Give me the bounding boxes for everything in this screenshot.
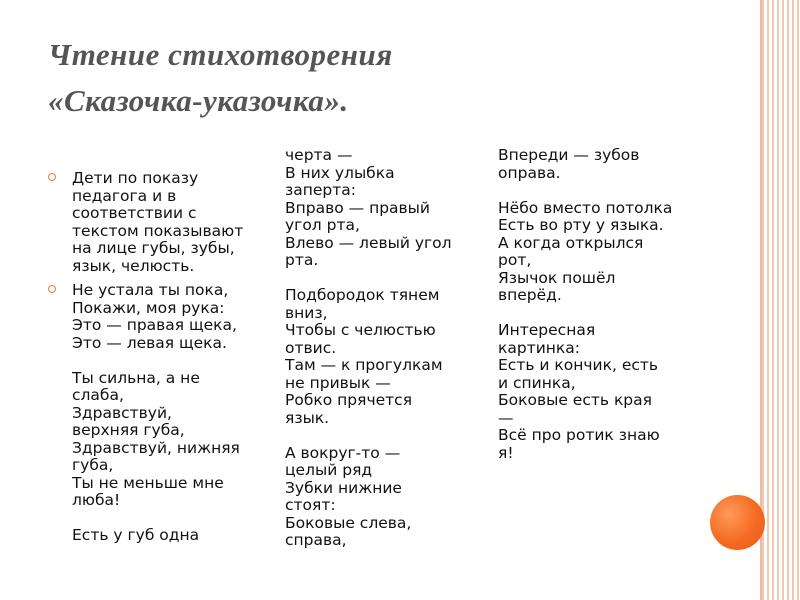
text-column-3	[498, 147, 703, 462]
decorative-striped-border	[762, 0, 800, 600]
text-column-2	[285, 147, 490, 550]
bullet-circle-icon	[48, 285, 56, 293]
title-line-1: Чтение стихотворения	[48, 37, 393, 72]
bullet-item-2	[48, 282, 273, 545]
text-column-1	[48, 170, 273, 545]
bullet-circle-icon	[48, 173, 56, 181]
poem-stanza: Есть у губ одна	[72, 526, 200, 544]
poem-stanza: Подбородок тянем вниз, Чтобы с челюстью отвис. Там — к прогулкам не привык — Робко прячется язык.	[285, 286, 443, 427]
orange-circle-decoration	[710, 495, 765, 550]
poem-stanza: черта — В них улыбка заперта: Вправо — правый угол рта, Влево — левый угол рта.	[285, 146, 452, 269]
poem-stanza: А вокруг-то — целый ряд Зубки нижние стоят: Боковые слева, справа,	[285, 443, 412, 549]
title-line-2: «Сказочка-указочка».	[48, 83, 349, 118]
bullet-item-1	[48, 170, 273, 275]
slide-title	[48, 32, 728, 124]
poem-stanza: Ты сильна, а не слаба, Здравствуй, верхняя губа, Здравствуй, нижняя губа, Ты не меньше мне люба!	[72, 368, 240, 509]
poem-stanza: Интересная картинка: Есть и кончик, есть и спинка, Боковые есть края — Всё про ротик знаю я!	[498, 321, 660, 462]
poem-stanza: Впереди — зубов оправа.	[498, 146, 640, 182]
poem-stanza: Нёбо вместо потолка Есть во рту у языка. А когда открылся рот, Язычок пошёл вперёд.	[498, 198, 673, 304]
bullet-1-text: Дети по показу педагога и в соответствии с текстом показывают на лице губы, зубы, язык, челюсть.	[72, 169, 244, 275]
poem-stanza: Не устала ты пока, Покажи, моя рука: Это — правая щека, Это — левая щека.	[72, 281, 237, 352]
